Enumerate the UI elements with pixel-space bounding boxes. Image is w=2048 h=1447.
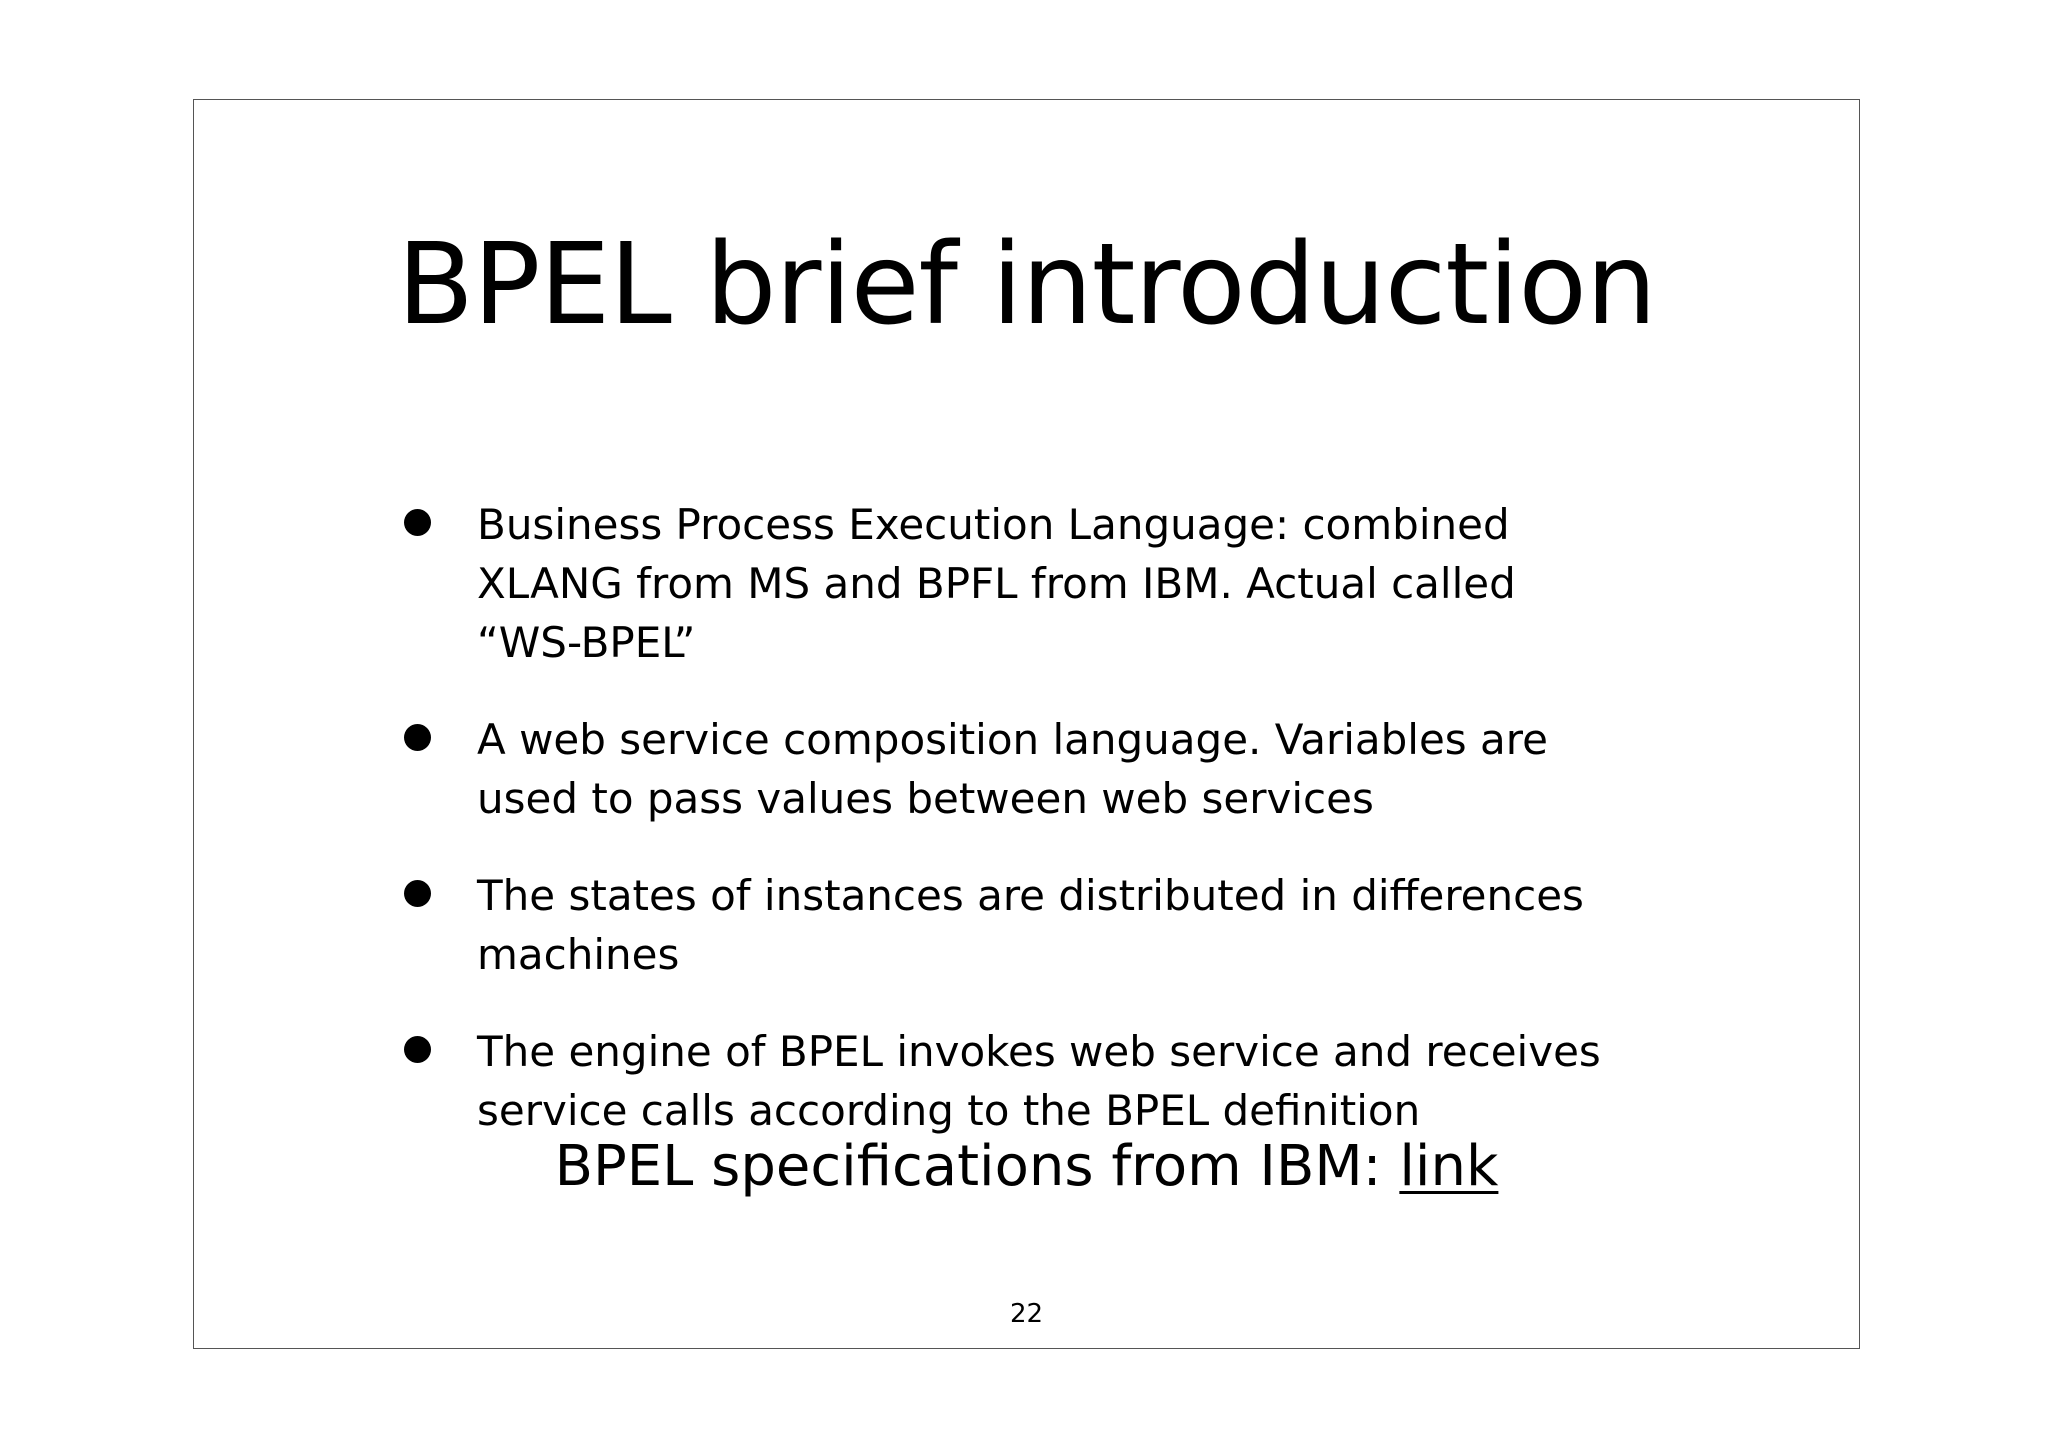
bullet-item [404,495,1634,672]
bullet-item [404,866,1634,984]
bullet-item [404,1022,1634,1140]
bullet-list [404,495,1634,1178]
specifications-link[interactable]: link [1399,1134,1499,1199]
bullet-text: A web service composition language. Variables are used to pass values between web services [477,715,1548,823]
specifications-line [194,1132,1859,1202]
bullet-text: The engine of BPEL invokes web service and receives service calls according to the BPEL definition [477,1027,1601,1135]
bullet-dot-icon [404,1036,431,1063]
slide-title: BPEL brief introduction [397,220,1656,350]
bullet-item [404,710,1634,828]
bullet-dot-icon [404,880,431,907]
specifications-label: BPEL specifications from IBM: [554,1134,1400,1199]
bullet-dot-icon [404,724,431,751]
bullet-text: Business Process Execution Language: combined XLANG from MS and BPFL from IBM. Actual called “WS-BPEL” [477,500,1516,667]
bullet-text: The states of instances are distributed in differences machines [477,871,1584,979]
bullet-dot-icon [404,509,431,536]
slide [193,99,1860,1349]
page-number: 22 [1009,1299,1044,1329]
